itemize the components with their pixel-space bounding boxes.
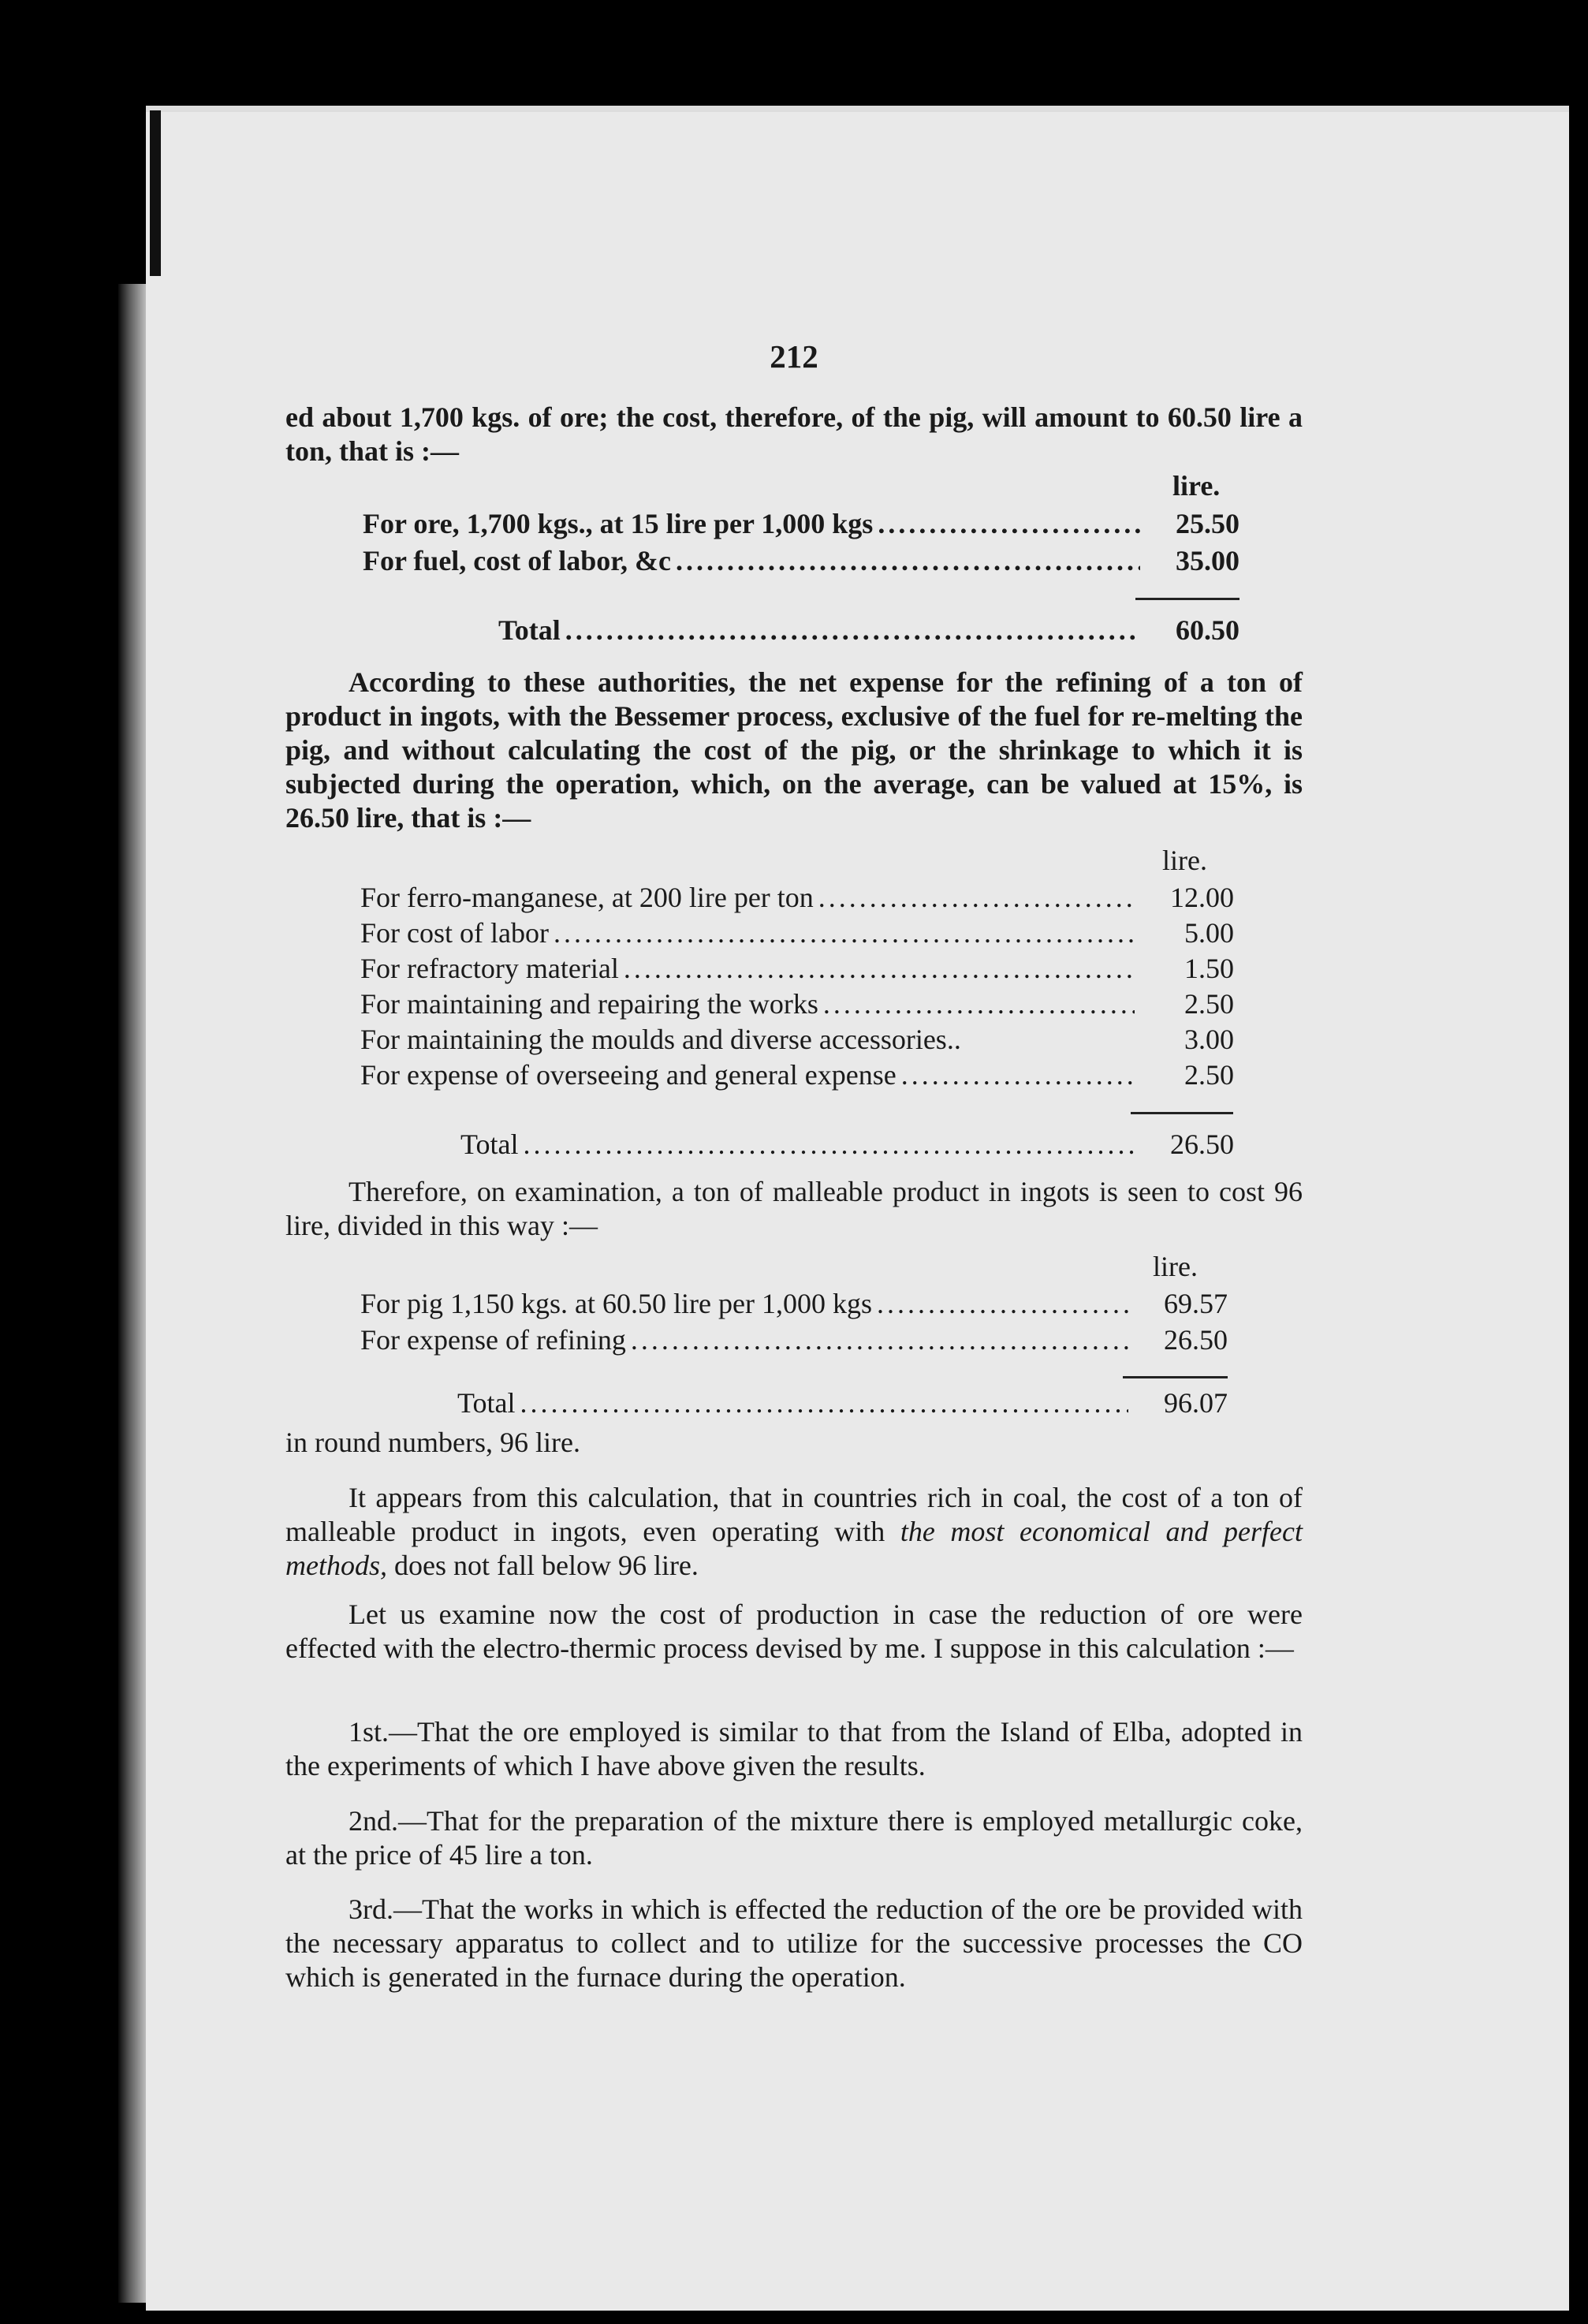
total-label: Total bbox=[498, 614, 561, 646]
intro-paragraph: ed about 1,700 kgs. of ore; the cost, therefore, of the pig, will amount to 60.50 lire a ton, that is :— bbox=[285, 401, 1303, 467]
row-value: 2.50 bbox=[1184, 988, 1234, 1020]
row-label: For cost of labor bbox=[360, 917, 549, 949]
leader-dots bbox=[818, 881, 1135, 914]
examine-paragraph: Let us examine now the cost of production in case the reduction of ore were effected with the electro-thermic process devised by me. I suppose in this calculation :— bbox=[285, 1598, 1303, 1664]
total-value: 26.50 bbox=[1170, 1128, 1234, 1160]
table2-row bbox=[360, 1058, 1234, 1091]
appears-text-end: does not fall below 96 lire. bbox=[387, 1550, 699, 1581]
table2-row bbox=[360, 952, 1234, 985]
appears-paragraph bbox=[285, 1481, 1303, 1583]
sum-rule bbox=[1135, 598, 1239, 600]
list-item-1: 1st.—That the ore employed is similar to that from the Island of Elba, adopted in the experiments of which I have above given the results. bbox=[285, 1716, 1303, 1781]
total-value: 60.50 bbox=[1176, 614, 1239, 646]
page-top-edge bbox=[146, 106, 1569, 112]
sum-rule bbox=[1123, 1376, 1228, 1378]
row-label: For fuel, cost of labor, &c bbox=[363, 545, 671, 576]
table1-row bbox=[363, 507, 1239, 540]
table2-unit: lire. bbox=[1162, 845, 1207, 876]
leader-dots bbox=[901, 1058, 1135, 1091]
row-label: For refractory material bbox=[360, 953, 619, 984]
list-item-3: 3rd.—That the works in which is effected the reduction of the ore be provided with the necessary apparatus to collect and to utilize for the successive processes the CO which is generated in the furnace during the operation. bbox=[285, 1893, 1303, 1993]
appears-text: It appears from this calculation, that in countries rich in coal, the cost of a ton of malleable product in ingots, even operating with bbox=[285, 1482, 1303, 1547]
leader-dots bbox=[624, 952, 1135, 985]
table1-unit: lire. bbox=[1172, 470, 1221, 502]
row-label: For ferro-manganese, at 200 lire per ton bbox=[360, 882, 814, 913]
table1-row bbox=[363, 544, 1239, 577]
row-value: 35.00 bbox=[1176, 545, 1239, 576]
total-label: Total bbox=[457, 1387, 516, 1419]
leader-dots bbox=[877, 1287, 1128, 1320]
leader-dots bbox=[631, 1323, 1128, 1356]
round-numbers-line: in round numbers, 96 lire. bbox=[285, 1427, 580, 1458]
leader-dots bbox=[565, 614, 1140, 647]
table3-total bbox=[457, 1386, 1228, 1419]
leader-dots bbox=[554, 916, 1135, 949]
table2-row bbox=[360, 1023, 1234, 1056]
row-value: 3.00 bbox=[1184, 1024, 1234, 1055]
table1-total bbox=[498, 614, 1239, 647]
row-label: For expense of refining bbox=[360, 1324, 626, 1356]
therefore-paragraph: Therefore, on examination, a ton of malleable product in ingots is seen to cost 96 lire, divided in this way :— bbox=[285, 1176, 1303, 1241]
leader-dots bbox=[878, 507, 1140, 540]
table2-total bbox=[460, 1128, 1234, 1161]
table3-row bbox=[360, 1323, 1228, 1356]
table2-row bbox=[360, 916, 1234, 949]
leader-dots bbox=[676, 544, 1140, 577]
page-number: 212 bbox=[770, 338, 818, 375]
row-value: 25.50 bbox=[1176, 508, 1239, 539]
row-value: 5.00 bbox=[1184, 917, 1234, 949]
table3-row bbox=[360, 1287, 1228, 1320]
table2-row bbox=[360, 987, 1234, 1020]
row-label: For expense of overseeing and general expense bbox=[360, 1059, 897, 1091]
row-value: 69.57 bbox=[1164, 1288, 1228, 1319]
sum-rule bbox=[1131, 1112, 1233, 1114]
refining-paragraph: According to these authorities, the net expense for the refining of a ton of product in ingots, with the Bessemer process, exclusive of the fuel for re-melting the pig, and without calculating the cost of the pig, or the shrinkage to which it is subjected during the operation, which, on the average, can be valued at 15%, is 26.50 lire, that is :— bbox=[285, 666, 1303, 834]
table2-row bbox=[360, 881, 1234, 914]
list-item-2: 2nd.—That for the preparation of the mixture there is employed metallurgic coke, at the price of 45 lire a ton. bbox=[285, 1805, 1303, 1871]
table3-unit: lire. bbox=[1153, 1251, 1198, 1282]
row-value: 2.50 bbox=[1184, 1059, 1234, 1091]
binding-shadow bbox=[118, 284, 146, 2303]
row-label: For maintaining the moulds and diverse accessories.. bbox=[360, 1024, 961, 1055]
leader-dots bbox=[520, 1386, 1128, 1419]
row-label: For maintaining and repairing the works bbox=[360, 988, 818, 1020]
row-value: 1.50 bbox=[1184, 953, 1234, 984]
appears-italic: the most economical and perfect methods, bbox=[285, 1516, 1303, 1581]
total-value: 96.07 bbox=[1164, 1387, 1228, 1419]
total-label: Total bbox=[460, 1128, 519, 1160]
row-value: 26.50 bbox=[1164, 1324, 1228, 1356]
leader-dots bbox=[823, 987, 1135, 1020]
leader-dots bbox=[523, 1128, 1135, 1161]
row-label: For pig 1,150 kgs. at 60.50 lire per 1,000 kgs bbox=[360, 1288, 872, 1319]
row-label: For ore, 1,700 kgs., at 15 lire per 1,000 kgs bbox=[363, 508, 874, 539]
page-left-edge bbox=[150, 110, 161, 276]
row-value: 12.00 bbox=[1170, 882, 1234, 913]
